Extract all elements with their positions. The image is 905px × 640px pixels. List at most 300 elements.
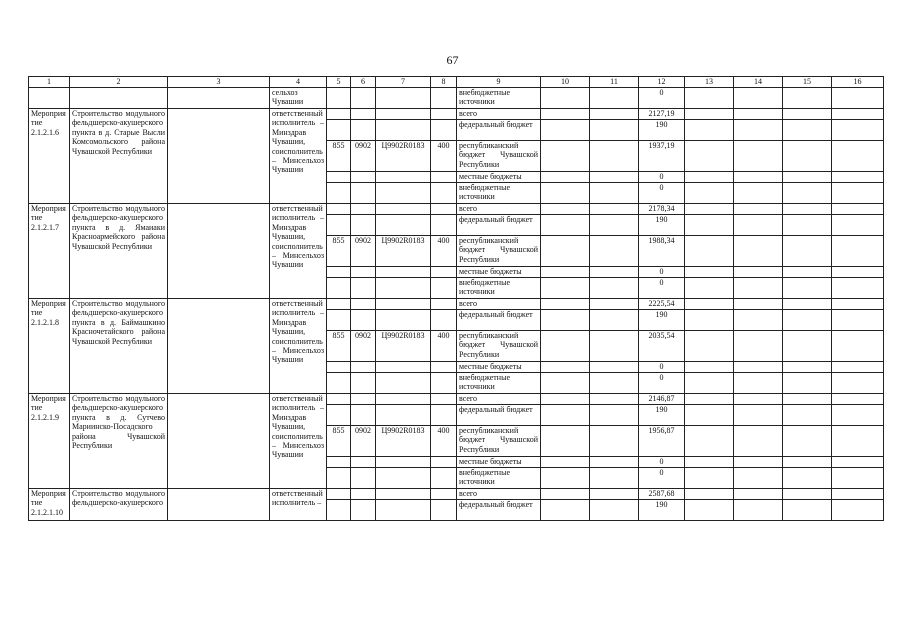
measure-name-cell: Строительство модульного фельдшерско-акушерского bbox=[70, 489, 168, 521]
source-cell: республиканский бюджет Чувашской Республики bbox=[457, 141, 541, 172]
empty-cell bbox=[351, 109, 376, 120]
column-number: 2 bbox=[70, 77, 168, 88]
empty-cell bbox=[70, 88, 168, 109]
empty-cell bbox=[431, 278, 457, 299]
amount-cell: 0 bbox=[639, 457, 685, 468]
empty-cell bbox=[431, 489, 457, 500]
empty-cell bbox=[541, 299, 590, 310]
empty-cell bbox=[832, 172, 884, 183]
empty-cell bbox=[685, 88, 734, 109]
empty-cell bbox=[541, 88, 590, 109]
empty-cell bbox=[590, 362, 639, 373]
empty-cell bbox=[590, 310, 639, 331]
empty-cell bbox=[590, 267, 639, 278]
empty-cell bbox=[541, 204, 590, 215]
empty-cell bbox=[783, 267, 832, 278]
empty-cell bbox=[168, 88, 270, 109]
empty-cell bbox=[376, 88, 431, 109]
empty-cell bbox=[783, 468, 832, 489]
empty-cell bbox=[685, 215, 734, 236]
column-number-row bbox=[29, 77, 884, 88]
column-number: 5 bbox=[327, 77, 351, 88]
empty-cell bbox=[832, 236, 884, 267]
empty-cell bbox=[327, 405, 351, 426]
empty-cell bbox=[685, 331, 734, 362]
empty-cell bbox=[832, 278, 884, 299]
amount-cell: 2146,87 bbox=[639, 394, 685, 405]
empty-cell bbox=[734, 109, 783, 120]
empty-cell bbox=[783, 299, 832, 310]
column-number: 4 bbox=[270, 77, 327, 88]
executor-cell: ответственный исполнитель – Минздрав Чувашии, соисполнитель – Минсельхоз Чувашии bbox=[270, 109, 327, 204]
empty-cell bbox=[685, 362, 734, 373]
empty-cell bbox=[685, 278, 734, 299]
empty-cell bbox=[541, 141, 590, 172]
source-cell: местные бюджеты bbox=[457, 362, 541, 373]
empty-cell bbox=[376, 120, 431, 141]
budget-code-cell: Ц9902R0183 bbox=[376, 426, 431, 457]
amount-cell: 2035,54 bbox=[639, 331, 685, 362]
column-number: 8 bbox=[431, 77, 457, 88]
empty-cell bbox=[168, 204, 270, 299]
source-cell: республиканский бюджет Чувашской Республики bbox=[457, 236, 541, 267]
empty-cell bbox=[431, 120, 457, 141]
empty-cell bbox=[734, 373, 783, 394]
empty-cell bbox=[832, 299, 884, 310]
column-number: 1 bbox=[29, 77, 70, 88]
empty-cell bbox=[734, 236, 783, 267]
budget-code-cell: 855 bbox=[327, 331, 351, 362]
empty-cell bbox=[376, 109, 431, 120]
column-number: 14 bbox=[734, 77, 783, 88]
empty-cell bbox=[590, 236, 639, 267]
empty-cell bbox=[327, 362, 351, 373]
empty-cell bbox=[734, 457, 783, 468]
executor-cell: ответственный исполнитель – Минздрав Чувашии, соисполнитель – Минсельхоз Чувашии bbox=[270, 204, 327, 299]
measure-name-cell: Строительство модульного фельдшерско-акушерского пункта в д. Сутчево Мариинско-Посадского района Чувашской Республики bbox=[70, 394, 168, 489]
empty-cell bbox=[685, 120, 734, 141]
amount-cell: 0 bbox=[639, 267, 685, 278]
empty-cell bbox=[541, 362, 590, 373]
empty-cell bbox=[685, 394, 734, 405]
amount-cell: 0 bbox=[639, 468, 685, 489]
empty-cell bbox=[685, 204, 734, 215]
empty-cell bbox=[327, 500, 351, 521]
empty-cell bbox=[327, 468, 351, 489]
empty-cell bbox=[327, 120, 351, 141]
empty-cell bbox=[685, 500, 734, 521]
source-cell: федеральный бюджет bbox=[457, 215, 541, 236]
empty-cell bbox=[431, 468, 457, 489]
amount-cell: 0 bbox=[639, 278, 685, 299]
empty-cell bbox=[590, 120, 639, 141]
empty-cell bbox=[783, 278, 832, 299]
empty-cell bbox=[541, 120, 590, 141]
empty-cell bbox=[431, 500, 457, 521]
empty-cell bbox=[327, 204, 351, 215]
measure-name-cell: Строительство модульного фельдшерско-акушерского пункта в д. Старые Высли Комсомольского района Чувашской Республики bbox=[70, 109, 168, 204]
empty-cell bbox=[685, 141, 734, 172]
empty-cell bbox=[351, 204, 376, 215]
empty-cell bbox=[685, 373, 734, 394]
empty-cell bbox=[376, 405, 431, 426]
empty-cell bbox=[590, 141, 639, 172]
budget-code-cell: 855 bbox=[327, 236, 351, 267]
empty-cell bbox=[541, 310, 590, 331]
empty-cell bbox=[783, 457, 832, 468]
column-number: 15 bbox=[783, 77, 832, 88]
empty-cell bbox=[376, 204, 431, 215]
measure-cell: Мероприятие 2.1.2.1.6 bbox=[29, 109, 70, 204]
empty-cell bbox=[327, 299, 351, 310]
empty-cell bbox=[351, 373, 376, 394]
empty-cell bbox=[832, 500, 884, 521]
empty-cell bbox=[351, 468, 376, 489]
empty-cell bbox=[327, 172, 351, 183]
empty-cell bbox=[351, 172, 376, 183]
empty-cell bbox=[685, 236, 734, 267]
empty-cell bbox=[376, 489, 431, 500]
budget-code-cell: 0902 bbox=[351, 331, 376, 362]
empty-cell bbox=[376, 183, 431, 204]
table-body bbox=[29, 88, 884, 521]
budget-code-cell: 400 bbox=[431, 331, 457, 362]
empty-cell bbox=[734, 183, 783, 204]
empty-cell bbox=[832, 426, 884, 457]
empty-cell bbox=[351, 88, 376, 109]
source-cell: внебюджетные источники bbox=[457, 88, 541, 109]
empty-cell bbox=[376, 299, 431, 310]
empty-cell bbox=[431, 183, 457, 204]
empty-cell bbox=[832, 468, 884, 489]
empty-cell bbox=[734, 394, 783, 405]
empty-cell bbox=[327, 457, 351, 468]
empty-cell bbox=[541, 183, 590, 204]
empty-cell bbox=[783, 362, 832, 373]
empty-cell bbox=[783, 109, 832, 120]
empty-cell bbox=[541, 278, 590, 299]
empty-cell bbox=[783, 204, 832, 215]
budget-code-cell: Ц9902R0183 bbox=[376, 236, 431, 267]
empty-cell bbox=[351, 267, 376, 278]
empty-cell bbox=[832, 394, 884, 405]
column-number: 7 bbox=[376, 77, 431, 88]
empty-cell bbox=[590, 426, 639, 457]
empty-cell bbox=[783, 405, 832, 426]
empty-cell bbox=[376, 278, 431, 299]
empty-cell bbox=[590, 299, 639, 310]
source-cell: федеральный бюджет bbox=[457, 120, 541, 141]
empty-cell bbox=[376, 215, 431, 236]
empty-cell bbox=[783, 394, 832, 405]
table-row bbox=[29, 394, 884, 405]
empty-cell bbox=[734, 267, 783, 278]
empty-cell bbox=[832, 88, 884, 109]
empty-cell bbox=[541, 394, 590, 405]
empty-cell bbox=[541, 215, 590, 236]
empty-cell bbox=[431, 204, 457, 215]
source-cell: внебюджетные источники bbox=[457, 468, 541, 489]
budget-code-cell: 400 bbox=[431, 426, 457, 457]
empty-cell bbox=[685, 457, 734, 468]
empty-cell bbox=[832, 141, 884, 172]
amount-cell: 2587,68 bbox=[639, 489, 685, 500]
amount-cell: 0 bbox=[639, 183, 685, 204]
budget-table bbox=[28, 76, 884, 521]
empty-cell bbox=[541, 373, 590, 394]
empty-cell bbox=[685, 299, 734, 310]
empty-cell bbox=[431, 299, 457, 310]
amount-cell: 2127,19 bbox=[639, 109, 685, 120]
source-cell: федеральный бюджет bbox=[457, 405, 541, 426]
empty-cell bbox=[783, 183, 832, 204]
empty-cell bbox=[541, 468, 590, 489]
empty-cell bbox=[327, 278, 351, 299]
empty-cell bbox=[685, 405, 734, 426]
empty-cell bbox=[590, 394, 639, 405]
executor-cell: ответственный исполнитель – bbox=[270, 489, 327, 521]
empty-cell bbox=[734, 215, 783, 236]
empty-cell bbox=[376, 468, 431, 489]
empty-cell bbox=[431, 215, 457, 236]
empty-cell bbox=[327, 394, 351, 405]
empty-cell bbox=[590, 183, 639, 204]
empty-cell bbox=[590, 109, 639, 120]
empty-cell bbox=[351, 183, 376, 204]
empty-cell bbox=[685, 109, 734, 120]
empty-cell bbox=[832, 120, 884, 141]
empty-cell bbox=[431, 405, 457, 426]
empty-cell bbox=[832, 204, 884, 215]
empty-cell bbox=[783, 426, 832, 457]
empty-cell bbox=[783, 172, 832, 183]
amount-cell: 1937,19 bbox=[639, 141, 685, 172]
empty-cell bbox=[783, 373, 832, 394]
amount-cell: 190 bbox=[639, 120, 685, 141]
empty-cell bbox=[168, 394, 270, 489]
column-number: 13 bbox=[685, 77, 734, 88]
source-cell: всего bbox=[457, 204, 541, 215]
column-number: 11 bbox=[590, 77, 639, 88]
empty-cell bbox=[832, 373, 884, 394]
empty-cell bbox=[431, 88, 457, 109]
empty-cell bbox=[734, 88, 783, 109]
source-cell: местные бюджеты bbox=[457, 457, 541, 468]
measure-name-cell: Строительство модульного фельдшерско-акушерского пункта в д. Баймашкино Красночетайского района Чувашской Республики bbox=[70, 299, 168, 394]
empty-cell bbox=[29, 88, 70, 109]
empty-cell bbox=[734, 426, 783, 457]
empty-cell bbox=[376, 172, 431, 183]
empty-cell bbox=[541, 500, 590, 521]
source-cell: всего bbox=[457, 109, 541, 120]
empty-cell bbox=[541, 426, 590, 457]
empty-cell bbox=[590, 468, 639, 489]
empty-cell bbox=[832, 183, 884, 204]
empty-cell bbox=[783, 88, 832, 109]
empty-cell bbox=[376, 373, 431, 394]
empty-cell bbox=[431, 109, 457, 120]
source-cell: всего bbox=[457, 299, 541, 310]
empty-cell bbox=[351, 457, 376, 468]
empty-cell bbox=[590, 373, 639, 394]
amount-cell: 190 bbox=[639, 310, 685, 331]
measure-cell: Мероприятие 2.1.2.1.10 bbox=[29, 489, 70, 521]
measure-cell: Мероприятие 2.1.2.1.9 bbox=[29, 394, 70, 489]
empty-cell bbox=[541, 267, 590, 278]
empty-cell bbox=[327, 310, 351, 331]
empty-cell bbox=[541, 109, 590, 120]
empty-cell bbox=[734, 310, 783, 331]
empty-cell bbox=[590, 172, 639, 183]
empty-cell bbox=[832, 331, 884, 362]
empty-cell bbox=[327, 109, 351, 120]
empty-cell bbox=[590, 215, 639, 236]
empty-cell bbox=[351, 500, 376, 521]
empty-cell bbox=[734, 500, 783, 521]
measure-name-cell: Строительство модульного фельдшерско-акушерского пункта в д. Ямаиаки Красноармейского района Чувашской Республики bbox=[70, 204, 168, 299]
source-cell: всего bbox=[457, 394, 541, 405]
empty-cell bbox=[351, 489, 376, 500]
column-number: 3 bbox=[168, 77, 270, 88]
empty-cell bbox=[431, 373, 457, 394]
empty-cell bbox=[590, 457, 639, 468]
empty-cell bbox=[783, 141, 832, 172]
empty-cell bbox=[832, 405, 884, 426]
empty-cell bbox=[832, 489, 884, 500]
column-number: 12 bbox=[639, 77, 685, 88]
source-cell: внебюджетные источники bbox=[457, 278, 541, 299]
empty-cell bbox=[351, 120, 376, 141]
empty-cell bbox=[168, 489, 270, 521]
page-number: 67 bbox=[446, 53, 459, 67]
budget-code-cell: 0902 bbox=[351, 426, 376, 457]
empty-cell bbox=[734, 362, 783, 373]
empty-cell bbox=[783, 120, 832, 141]
column-number: 10 bbox=[541, 77, 590, 88]
source-cell: федеральный бюджет bbox=[457, 310, 541, 331]
empty-cell bbox=[351, 362, 376, 373]
empty-cell bbox=[685, 489, 734, 500]
empty-cell bbox=[590, 500, 639, 521]
empty-cell bbox=[351, 278, 376, 299]
source-cell: внебюджетные источники bbox=[457, 373, 541, 394]
empty-cell bbox=[590, 204, 639, 215]
empty-cell bbox=[541, 172, 590, 183]
empty-cell bbox=[376, 362, 431, 373]
empty-cell bbox=[327, 373, 351, 394]
empty-cell bbox=[832, 362, 884, 373]
empty-cell bbox=[734, 141, 783, 172]
empty-cell bbox=[351, 215, 376, 236]
empty-cell bbox=[541, 489, 590, 500]
empty-cell bbox=[590, 278, 639, 299]
empty-cell bbox=[832, 109, 884, 120]
empty-cell bbox=[783, 310, 832, 331]
table-row bbox=[29, 88, 884, 109]
empty-cell bbox=[590, 405, 639, 426]
empty-cell bbox=[783, 500, 832, 521]
empty-cell bbox=[734, 204, 783, 215]
budget-code-cell: Ц9902R0183 bbox=[376, 141, 431, 172]
empty-cell bbox=[590, 331, 639, 362]
table-row bbox=[29, 489, 884, 500]
source-cell: федеральный бюджет bbox=[457, 500, 541, 521]
empty-cell bbox=[431, 172, 457, 183]
empty-cell bbox=[431, 310, 457, 331]
empty-cell bbox=[685, 426, 734, 457]
empty-cell bbox=[832, 457, 884, 468]
empty-cell bbox=[376, 500, 431, 521]
empty-cell bbox=[685, 468, 734, 489]
empty-cell bbox=[351, 394, 376, 405]
empty-cell bbox=[541, 457, 590, 468]
empty-cell bbox=[685, 267, 734, 278]
executor-cell: ответственный исполнитель – Минздрав Чувашии, соисполнитель – Минсельхоз Чувашии bbox=[270, 394, 327, 489]
amount-cell: 0 bbox=[639, 172, 685, 183]
amount-cell: 1988,34 bbox=[639, 236, 685, 267]
empty-cell bbox=[783, 236, 832, 267]
empty-cell bbox=[376, 267, 431, 278]
executor-cell: ответственный исполнитель – Минздрав Чувашии, соисполнитель – Минсельхоз Чувашии bbox=[270, 299, 327, 394]
amount-cell: 190 bbox=[639, 405, 685, 426]
table-row bbox=[29, 299, 884, 310]
empty-cell bbox=[327, 267, 351, 278]
empty-cell bbox=[327, 183, 351, 204]
measure-cell: Мероприятие 2.1.2.1.7 bbox=[29, 204, 70, 299]
empty-cell bbox=[431, 362, 457, 373]
empty-cell bbox=[685, 172, 734, 183]
empty-cell bbox=[376, 457, 431, 468]
empty-cell bbox=[168, 109, 270, 204]
empty-cell bbox=[327, 215, 351, 236]
amount-cell: 190 bbox=[639, 500, 685, 521]
amount-cell: 2225,54 bbox=[639, 299, 685, 310]
budget-code-cell: Ц9902R0183 bbox=[376, 331, 431, 362]
empty-cell bbox=[376, 394, 431, 405]
empty-cell bbox=[351, 405, 376, 426]
empty-cell bbox=[351, 310, 376, 331]
empty-cell bbox=[327, 489, 351, 500]
table-row bbox=[29, 109, 884, 120]
budget-code-cell: 0902 bbox=[351, 236, 376, 267]
empty-cell bbox=[541, 236, 590, 267]
budget-code-cell: 400 bbox=[431, 236, 457, 267]
empty-cell bbox=[832, 215, 884, 236]
source-cell: республиканский бюджет Чувашской Республики bbox=[457, 331, 541, 362]
empty-cell bbox=[376, 310, 431, 331]
empty-cell bbox=[590, 88, 639, 109]
empty-cell bbox=[685, 183, 734, 204]
executor-cell: сельхоз Чувашии bbox=[270, 88, 327, 109]
column-number: 6 bbox=[351, 77, 376, 88]
empty-cell bbox=[734, 299, 783, 310]
budget-code-cell: 400 bbox=[431, 141, 457, 172]
column-number: 16 bbox=[832, 77, 884, 88]
column-number: 9 bbox=[457, 77, 541, 88]
empty-cell bbox=[541, 331, 590, 362]
empty-cell bbox=[590, 489, 639, 500]
source-cell: местные бюджеты bbox=[457, 172, 541, 183]
empty-cell bbox=[734, 405, 783, 426]
empty-cell bbox=[734, 489, 783, 500]
empty-cell bbox=[832, 310, 884, 331]
source-cell: местные бюджеты bbox=[457, 267, 541, 278]
empty-cell bbox=[351, 299, 376, 310]
empty-cell bbox=[734, 172, 783, 183]
table-row bbox=[29, 204, 884, 215]
empty-cell bbox=[431, 457, 457, 468]
empty-cell bbox=[783, 215, 832, 236]
